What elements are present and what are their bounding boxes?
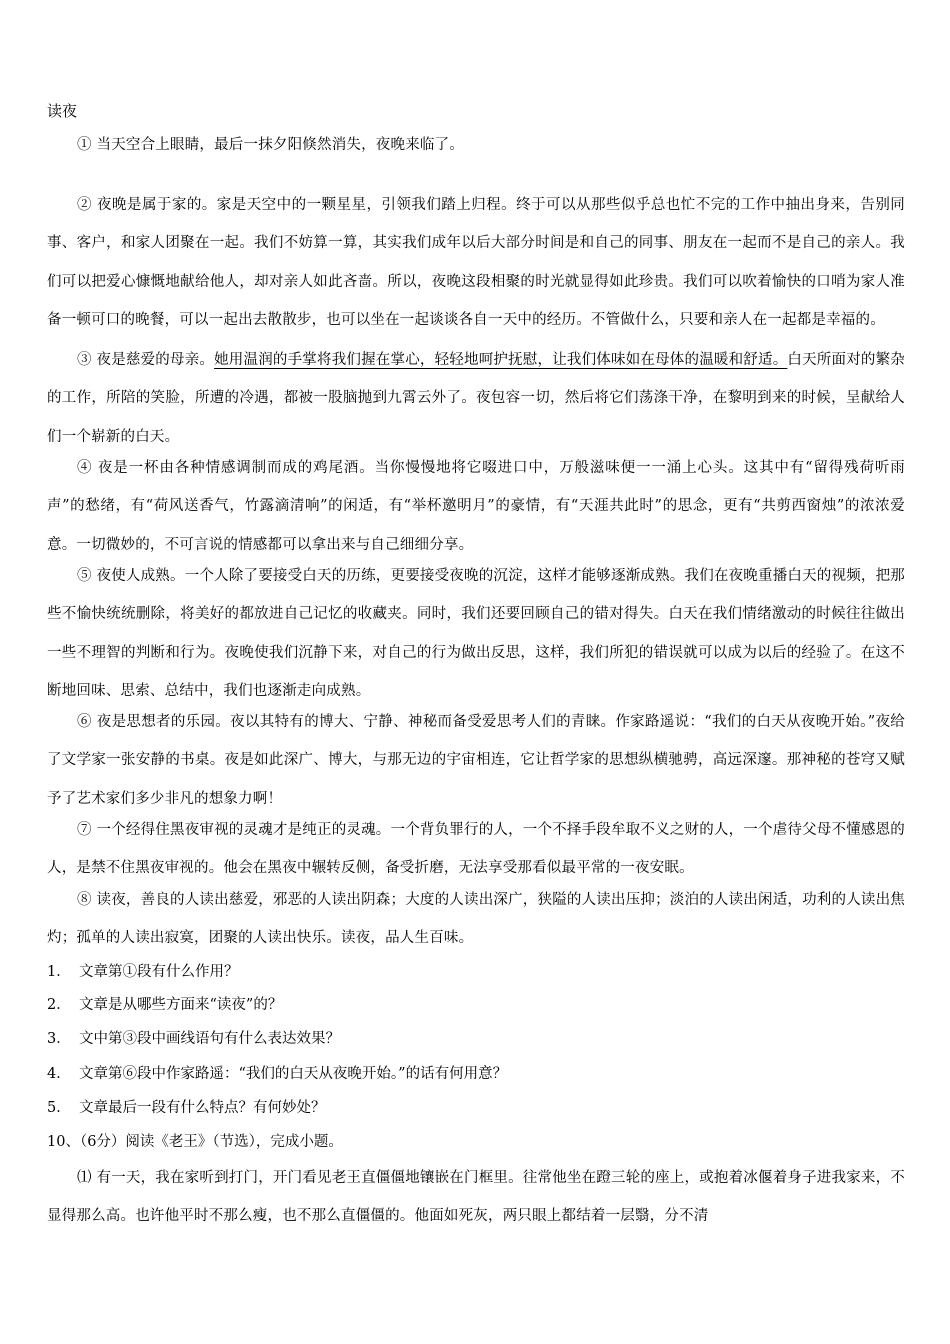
question-number: 3． xyxy=(47,1031,71,1047)
question-number: 2． xyxy=(47,997,71,1013)
paragraph-6: ⑥ 夜是思想者的乐园。夜以其特有的博大、宁静、神秘而备受爱思考人们的青睐。作家路遥说：“我们的白天从夜晚开始。”夜给了文学家一张安静的书桌。夜是如此深广、博大，与那无边的宇宙相连，它让哲学家的思想纵横驰骋，高远深邃。那神秘的苍穹又赋予了艺术家们多少非凡的想象力啊！ xyxy=(47,714,905,807)
question-text: 文章第①段有什么作用？ xyxy=(79,964,239,980)
question-number: 1． xyxy=(47,964,71,980)
underlined-sentence: 她用温润的手掌将我们握在掌心，轻轻地呵护抚慰，让我们体味如在母体的温暖和舒适。 xyxy=(214,352,788,368)
question-text: 文章最后一段有什么特点？有何妙处？ xyxy=(79,1100,326,1116)
question-4 xyxy=(47,1064,507,1084)
paragraph-2: ② 夜晚是属于家的。家是天空中的一颗星星，引领我们踏上归程。终于可以从那些似乎总也忙不完的工作中抽出身来，告别同事、客户，和家人团聚在一起。我们不妨算一算，其实我们成年以后大部分时间是和自己的同事、朋友在一起而不是自己的亲人。我们可以把爱心慷慨地献给他人，却对亲人如此吝啬。所以，夜晚这段相聚的时光就显得如此珍贵。我们可以吹着愉快的口哨为家人准备一顿可口的晚餐，可以一起出去散散步，也可以坐在一起谈谈各自一天中的经历。不管做什么，只要和亲人在一起都是幸福的。 xyxy=(47,197,905,329)
paragraph-5: ⑤ 夜使人成熟。一个人除了要接受白天的历练，更要接受夜晚的沉淀，这样才能够逐渐成熟。我们在夜晚重播白天的视频，把那些不愉快统统删除，将美好的都放进自己记忆的收藏夹。同时，我们还要回顾自己的错对得失。白天在我们情绪激动的时候往往做出一些不理智的判断和行为。夜晚使我们沉静下来，对自己的行为做出反思，这样，我们所犯的错误就可以成为以后的经验了。在这不断地回味、思索、总结中，我们也逐渐走向成熟。 xyxy=(47,568,906,700)
paragraph-3-intro: ③ 夜是慈爱的母亲。 xyxy=(77,352,215,368)
paragraph-3 xyxy=(47,341,905,456)
question-text: 文章第⑥段中作家路遥：“我们的白天从夜晚开始。”的话有何用意？ xyxy=(79,1066,508,1082)
article-title: 读夜 xyxy=(47,102,78,120)
section-10-heading: 10、（6分）阅读《老王》（节选），完成小题。 xyxy=(47,1134,343,1150)
laowang-paragraph-1: ⑴ 有一天，我在家听到打门，开门看见老王直僵僵地镶嵌在门框里。往常他坐在蹬三轮的座上，或抱着冰偃着身子进我家来，不显得那么高。也许他平时不那么瘦，也不那么直僵僵的。他面如死灰，两只眼上都结着一层翳，分不清 xyxy=(47,1170,906,1225)
question-number: 4． xyxy=(47,1066,71,1082)
paragraph-3-rest: 白天所面对的繁杂的工作，所陪的笑脸，所遭的冷遇，都被一股脑抛到九霄云外了。夜包容一切，然后将它们荡涤干净，在黎明到来的时候，呈献给人们一个崭新的白天。 xyxy=(47,352,906,445)
question-2 xyxy=(47,995,282,1015)
paragraph-7: ⑦ 一个经得住黑夜审视的灵魂才是纯正的灵魂。一个背负罪行的人，一个不择手段牟取不义之财的人，一个虐待父母不懂感恩的人，是禁不住黑夜审视的。他会在黑夜中辗转反侧，备受折磨，无法享受那看似最平常的一夜安眠。 xyxy=(47,822,906,877)
question-number: 5． xyxy=(47,1100,71,1116)
question-1 xyxy=(47,962,239,982)
question-3 xyxy=(47,1029,340,1049)
question-text: 文章是从哪些方面来“读夜”的？ xyxy=(79,997,283,1013)
question-5 xyxy=(47,1098,326,1118)
paragraph-1: ① 当天空合上眼睛，最后一抹夕阳倏然消失，夜晚来临了。 xyxy=(77,137,465,153)
paragraph-8: ⑧ 读夜，善良的人读出慈爱，邪恶的人读出阴森；大度的人读出深广，狭隘的人读出压抑；淡泊的人读出闲适，功利的人读出焦灼；孤单的人读出寂寞，团聚的人读出快乐。读夜，品人生百味。 xyxy=(47,892,906,947)
paragraph-4: ④ 夜是一杯由各种情感调制而成的鸡尾酒。当你慢慢地将它啜进口中，万般滋味便一一涌上心头。这其中有“留得残荷听雨声”的愁绪，有“荷风送香气，竹露滴清响”的闲适，有“举杯邀明月”的豪情，有“天涯共此时”的思念，更有“共剪西窗烛”的浓浓爱意。一切微妙的，不可言说的情感都可以拿出来与自己细细分享。 xyxy=(47,460,905,553)
question-text: 文中第③段中画线语句有什么表达效果？ xyxy=(79,1031,340,1047)
